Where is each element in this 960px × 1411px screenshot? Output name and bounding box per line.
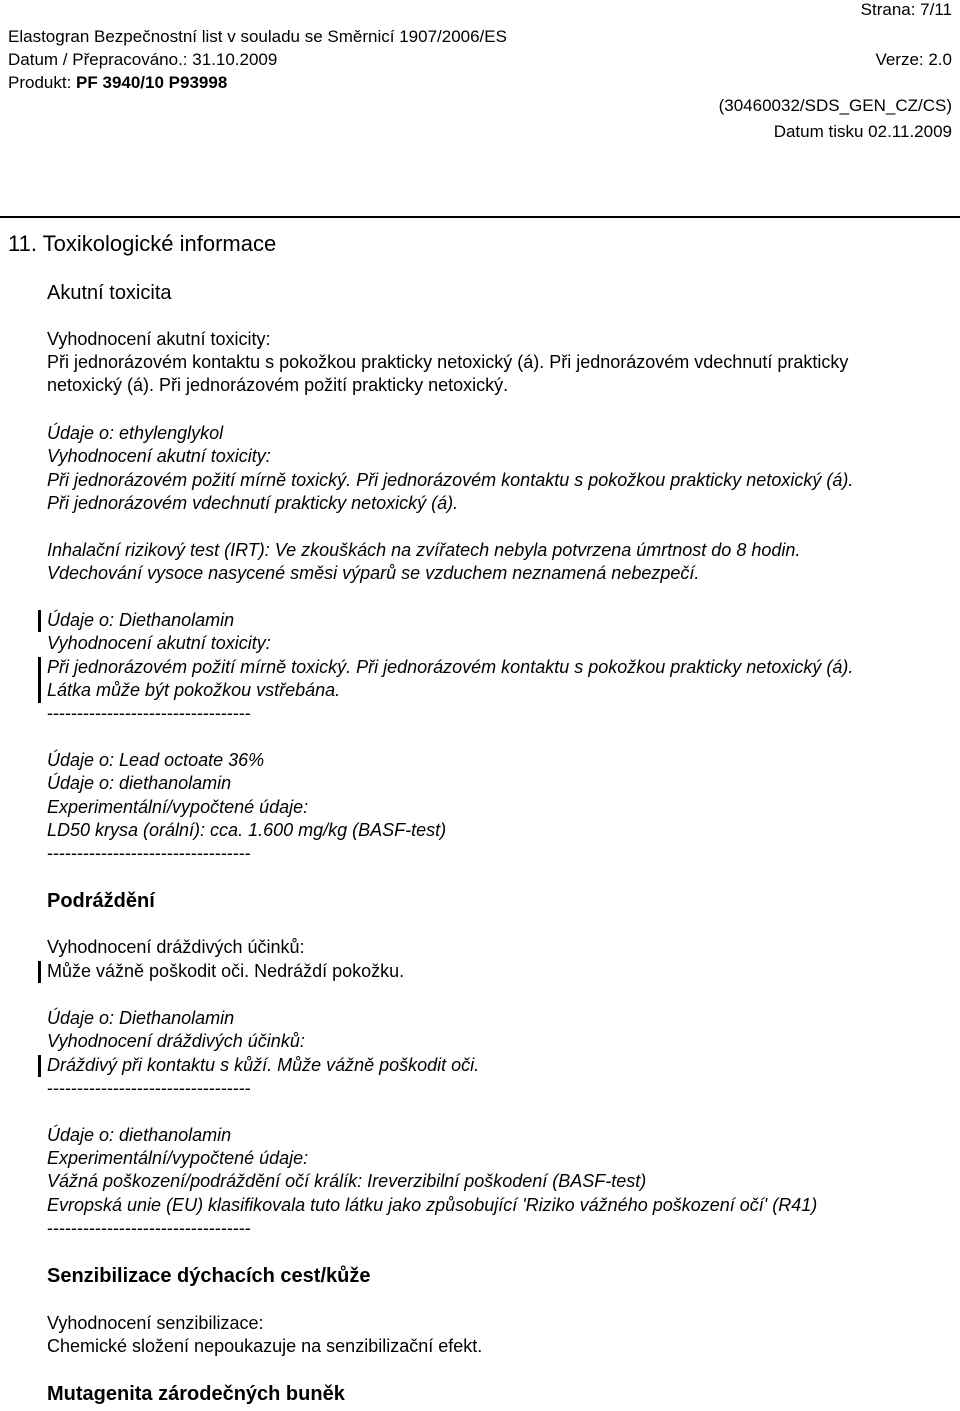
mutagenicity-title: Mutagenita zárodečných buněk (47, 1383, 345, 1405)
irt-text-1: Inhalační rizikový test (IRT): Ve zkouškách na zvířatech nebyla potvrzena úmrtnost do 8 hodin. (47, 540, 801, 560)
product-label: Produkt: (8, 73, 77, 92)
irr-dea-label: Údaje o: Diethanolamin (47, 1008, 235, 1028)
exp-label: Experimentální/vypočtené údaje: (47, 797, 309, 817)
change-bar (38, 657, 41, 703)
irr-dea-eval-label: Vyhodnocení dráždivých účinků: (47, 1031, 305, 1051)
acute-eval-label: Vyhodnocení akutní toxicity: (47, 329, 271, 349)
header-doc-code: (30460032/SDS_GEN_CZ/CS) (718, 96, 952, 115)
dea2-label: Údaje o: diethanolamin (47, 773, 232, 793)
irr-dea2-label: Údaje o: diethanolamin (47, 1125, 232, 1145)
separator: ---------------------------------- (47, 843, 251, 863)
separator: ---------------------------------- (47, 1078, 251, 1098)
eg-label: Údaje o: ethylenglykol (47, 423, 224, 443)
header-version: Verze: 2.0 (875, 50, 952, 69)
dea-label: Údaje o: Diethanolamin (47, 610, 235, 630)
irritation-eval-text: Může vážně poškodit oči. Nedráždí pokožku. (47, 961, 405, 981)
dea-eval-label: Vyhodnocení akutní toxicity: (47, 633, 271, 653)
header-print-date: Datum tisku 02.11.2009 (773, 122, 952, 141)
lead-label: Údaje o: Lead octoate 36% (47, 750, 265, 770)
ld50-text: LD50 krysa (orální): cca. 1.600 mg/kg (BASF-test) (47, 820, 447, 840)
irritation-title: Podráždění (47, 890, 155, 912)
acute-title: Akutní toxicita (47, 282, 172, 304)
irr-exp-label: Experimentální/vypočtené údaje: (47, 1148, 309, 1168)
section-title: 11. Toxikologické informace (8, 231, 277, 256)
dea-text-1: Při jednorázovém požití mírně toxický. Při jednorázovém kontaktu s pokožkou prakticky netoxický (á). (47, 657, 854, 677)
separator: ---------------------------------- (47, 1218, 251, 1238)
change-bar (38, 961, 41, 983)
irr-dea-text: Dráždivý při kontaktu s kůží. Může vážně poškodit oči. (47, 1055, 480, 1075)
header-product (8, 73, 227, 93)
page-number: Strana: 7/11 (860, 0, 952, 19)
irritation-eval-label: Vyhodnocení dráždivých účinků: (47, 937, 305, 957)
acute-eval-text-1: Při jednorázovém kontaktu s pokožkou prakticky netoxický (á). Při jednorázovém vdechnutí prakticky (47, 352, 849, 372)
eg-text-1: Při jednorázovém požití mírně toxický. Při jednorázovém kontaktu s pokožkou prakticky netoxický (á). (47, 470, 854, 490)
separator: ---------------------------------- (47, 703, 251, 723)
sensitization-eval-label: Vyhodnocení senzibilizace: (47, 1313, 264, 1333)
eg-eval-label: Vyhodnocení akutní toxicity: (47, 446, 271, 466)
irr-exp-text-2: Evropská unie (EU) klasifikovala tuto látku jako způsobující 'Riziko vážného poškození očí' (R41) (47, 1195, 818, 1215)
product-value: PF 3940/10 P93998 (76, 73, 228, 92)
dea-text-2: Látka může být pokožkou vstřebána. (47, 680, 341, 700)
change-bar (38, 1055, 41, 1077)
acute-eval-text-2: netoxický (á). Při jednorázovém požití prakticky netoxický. (47, 375, 509, 395)
header-date: Datum / Přepracováno.: 31.10.2009 (8, 50, 278, 69)
irt-text-2: Vdechování vysoce nasycené směsi výparů se vzduchem neznamená nebezpečí. (47, 563, 700, 583)
change-bar (38, 610, 41, 632)
header-title: Elastogran Bezpečnostní list v souladu se Směrnicí 1907/2006/ES (8, 27, 507, 46)
irr-exp-text-1: Vážná poškození/podráždění očí králík: Ireverzibilní poškodení (BASF-test) (47, 1171, 647, 1191)
sensitization-eval-text: Chemické složení nepoukazuje na senzibilizační efekt. (47, 1336, 483, 1356)
sensitization-title: Senzibilizace dýchacích cest/kůže (47, 1265, 371, 1287)
eg-text-2: Při jednorázovém vdechnutí prakticky netoxický (á). (47, 493, 459, 513)
header-rule (0, 216, 960, 218)
